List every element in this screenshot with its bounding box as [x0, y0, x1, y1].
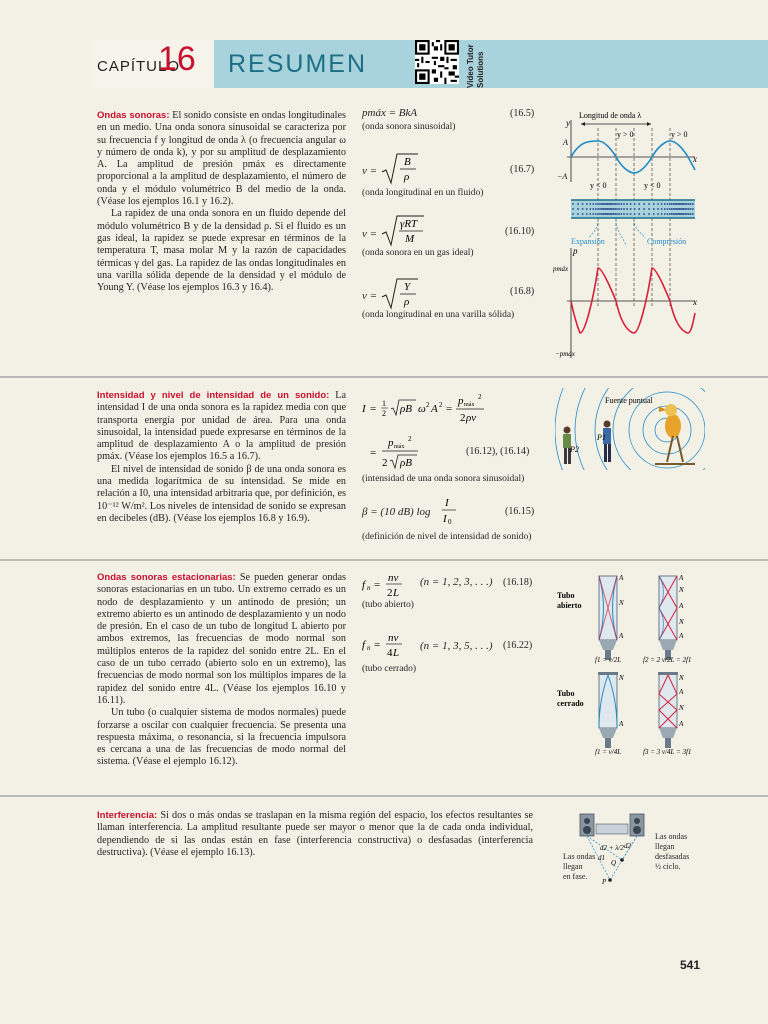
- in-phase-label: Las ondas llegan en fase.: [563, 852, 596, 881]
- equation-number: (16.8): [510, 286, 535, 297]
- equation-caption: (onda longitudinal en una varilla sólida): [362, 310, 515, 320]
- svg-text:f3 = 3 v/4L = 3f1: f3 = 3 v/4L = 3f1: [643, 748, 692, 756]
- section-title: RESUMEN: [228, 50, 368, 78]
- svg-text:f1 = v/4L: f1 = v/4L: [595, 748, 622, 756]
- svg-text:P: P: [602, 878, 607, 886]
- svg-text:A: A: [679, 688, 684, 696]
- svg-text:nv: nv: [388, 632, 399, 644]
- svg-text:Compresión: Compresión: [647, 237, 687, 246]
- intensity-text: Intensidad y nivel de intensidad de un sonido: La intensidad I de una onda sonora es la rapidez media con que transporta energía por unidad de área. Para una onda sinusoidal, la intensidad puede expresarse en términos de la amplitud de desplazamiento A o la amplitud de presión pmáx. (Véase los ejemplos 16.5 a 16.7). El nivel de intensidad de sonido β de una onda sonora es una medida logarítmica de su intensidad. Se mide en relación a I0, una intensidad arbitraria que, por definición, es 10⁻¹² W/m². Los niveles de intensidad de sonido se expresan en decibeles (dB). (Véase los ejemplos 16.8 y 16.9).: [97, 390, 347, 524]
- equation-sqrt-rod: [380, 277, 420, 311]
- svg-text:2: 2: [439, 401, 443, 409]
- equation-number: (16.18): [503, 577, 533, 588]
- svg-text:I: I: [362, 403, 366, 415]
- svg-text:−pmáx: −pmáx: [555, 350, 575, 358]
- svg-text:x: x: [693, 154, 697, 164]
- svg-text:ρ: ρ: [404, 296, 410, 308]
- sound-waves-text: Ondas sonoras: El sonido consiste en ondas longitudinales en un medio. Una onda sonora sinusoidal se caracteriza por su frecuencia f y longitud de onda λ (o frecuencia angular ω y número de onda k), y por su amplitud de desplazamiento A. La amplitud de presión pmáx es directamente proporcional a la amplitud de desplazamiento, el número de onda y el módulo volumétrico B del medio de la onda. (Véase los ejemplos 16.1 y 16.2). La rapidez de una onda sonora en un fluido depende del módulo volumétrico B y de la densidad ρ. Si el fluido es un gas ideal, la rapidez se puede expresar en términos de la temperatura T, masa molar M y la razón de capacidades térmicas γ del gas. La rapidez de las ondas longitudinales en una varilla sólida depende de la densidad y el módulo de Young Y. (Véase los ejemplos 16.3 y 16.4).: [97, 110, 347, 294]
- equation-lhs: v =: [362, 228, 378, 240]
- term-intensity: Intensidad y nivel de intensidad de un sonido:: [97, 390, 330, 401]
- svg-text:N: N: [619, 674, 624, 682]
- section-divider: [0, 795, 768, 797]
- svg-text:y < 0: y < 0: [644, 181, 661, 190]
- svg-text:d2: d2: [624, 842, 631, 850]
- term-standing-waves: Ondas sonoras estacionarias:: [97, 572, 236, 583]
- svg-text:abierto: abierto: [557, 601, 582, 610]
- equation-lhs: v =: [362, 165, 378, 177]
- svg-text:A: A: [619, 574, 624, 582]
- equation-caption: (onda sonora sinusoidal): [362, 122, 456, 132]
- svg-text:2: 2: [426, 401, 430, 409]
- equation-intensity: [360, 390, 560, 470]
- equation-fn-open: [360, 570, 420, 604]
- mode-range-closed: (n = 1, 3, 5, . . .): [420, 640, 493, 652]
- equation-number: (16.15): [505, 506, 535, 517]
- svg-text:2: 2: [478, 393, 482, 401]
- svg-text:2: 2: [408, 435, 412, 443]
- svg-text:ρ: ρ: [404, 171, 410, 183]
- svg-text:ω: ω: [418, 403, 426, 415]
- svg-text:N: N: [619, 599, 624, 607]
- section-divider: [0, 376, 768, 378]
- svg-text:N: N: [679, 704, 684, 712]
- svg-text:A: A: [679, 602, 684, 610]
- section-divider: [0, 559, 768, 561]
- speaker-icon: [630, 814, 644, 836]
- closed-pipe-fundamental: [595, 672, 624, 756]
- svg-text:P2: P2: [570, 445, 579, 454]
- equation-caption: (tubo abierto): [362, 600, 414, 610]
- svg-text:máx: máx: [464, 402, 475, 408]
- svg-text:=: =: [374, 639, 381, 651]
- term-interference: Interferencia:: [97, 810, 158, 821]
- svg-text:Expansión: Expansión: [571, 237, 605, 246]
- svg-text:Fuente puntual: Fuente puntual: [605, 396, 653, 405]
- svg-text:y < 0: y < 0: [590, 181, 607, 190]
- open-pipe-second-harmonic: [643, 574, 691, 664]
- svg-text:n: n: [367, 644, 371, 652]
- svg-text:=: =: [374, 579, 381, 591]
- svg-text:Y: Y: [404, 281, 411, 293]
- chapter-label: CAPÍTULO: [97, 58, 181, 75]
- speaker-icon: [580, 814, 594, 836]
- svg-text:=: =: [370, 447, 377, 459]
- svg-text:2: 2: [382, 457, 388, 469]
- svg-text:A: A: [431, 403, 438, 415]
- svg-text:2: 2: [460, 412, 466, 424]
- svg-text:=: =: [446, 403, 453, 415]
- chapter-number: 16: [158, 40, 196, 78]
- video-tutor-label: Video Tutor Solutions: [466, 44, 485, 88]
- svg-text:A: A: [619, 720, 624, 728]
- svg-text:−A: −A: [557, 172, 568, 181]
- svg-text:d2 + λ/2: d2 + λ/2: [600, 844, 624, 852]
- svg-text:0: 0: [448, 518, 452, 526]
- pipe-modes-figure: [555, 570, 705, 760]
- svg-text:máx: máx: [394, 444, 405, 450]
- svg-text:nv: nv: [388, 572, 399, 584]
- svg-text:y > 0: y > 0: [617, 130, 634, 139]
- equation-caption: (definición de nivel de intensidad de sonido): [362, 532, 532, 542]
- svg-text:1: 1: [382, 399, 386, 408]
- svg-text:A: A: [619, 632, 624, 640]
- svg-text:ρv: ρv: [466, 412, 477, 424]
- svg-text:Tubo: Tubo: [557, 689, 575, 698]
- svg-text:N: N: [679, 618, 684, 626]
- svg-text:N: N: [679, 586, 684, 594]
- sound-wave-figure: [553, 108, 703, 364]
- point-source-figure: [555, 388, 705, 470]
- svg-text:I: I: [443, 513, 447, 525]
- equation-caption: (intensidad de una onda sonora sinusoidal): [362, 474, 525, 484]
- equation-caption: (onda sonora en un gas ideal): [362, 248, 474, 258]
- svg-text:M: M: [405, 233, 415, 245]
- svg-text:B: B: [404, 156, 411, 168]
- open-pipe-fundamental: [595, 574, 624, 664]
- equation-sqrt-gas: [380, 214, 426, 248]
- equation-lhs: β = (10 dB) log: [362, 506, 431, 518]
- svg-text:Longitud de onda λ: Longitud de onda λ: [579, 111, 642, 120]
- svg-text:N: N: [679, 674, 684, 682]
- svg-text:cerrado: cerrado: [557, 699, 584, 708]
- standing-waves-text: Ondas sonoras estacionarias: Se pueden generar ondas sonoras estacionarias en un tubo. Un extremo cerrado es un nodo de desplazamiento y un antinodo de presión; un extremo abierto es un antinodo de desplazamiento y un nodo de presión. En el caso de un tubo de longitud L abierto por ambos extremos, las frecuencias de modo normal son múltiplos enteros de la rapidez del sonido entre 2L. En el caso de un tubo cerrado (abierto solo en un extremo), las frecuencias de modo normal son los múltiplos impares de la rapidez del sonido entre 4L. (Véase los ejemplos 16.10 y 16.11). Un tubo (o cualquier sistema de modos normales) puede forzarse a oscilar con cualquier frecuencia. Se presenta una respuesta máxima, o resonancia, si la frecuencia impulsora es cercana a una de las frecuencias de modo normal del sistema. (Véase el ejemplo 16.12).: [97, 572, 346, 768]
- qr-code-icon[interactable]: [415, 40, 459, 84]
- svg-text:d1: d1: [598, 854, 605, 862]
- svg-text:ρB: ρB: [400, 403, 412, 415]
- svg-text:P1: P1: [597, 433, 606, 442]
- svg-text:p: p: [573, 246, 578, 256]
- term-sound-waves: Ondas sonoras:: [97, 110, 170, 121]
- svg-text:Tubo: Tubo: [557, 591, 575, 600]
- svg-text:p: p: [388, 437, 394, 449]
- equation-lhs: v =: [362, 290, 378, 302]
- svg-text:L: L: [393, 587, 400, 599]
- svg-text:pmáx: pmáx: [553, 265, 569, 273]
- closed-pipe-third-harmonic: [643, 672, 691, 756]
- svg-text:I: I: [445, 497, 449, 509]
- svg-text:y > 0: y > 0: [671, 130, 688, 139]
- equation-number: (16.7): [510, 164, 535, 175]
- equation-number: (16.22): [503, 640, 533, 651]
- equation-caption: (tubo cerrado): [362, 664, 417, 674]
- svg-text:A: A: [679, 720, 684, 728]
- svg-text:f1 = v/2L: f1 = v/2L: [595, 656, 622, 664]
- svg-text:A: A: [679, 574, 684, 582]
- svg-text:A: A: [563, 138, 568, 147]
- equation-sqrt-fluid: [380, 152, 420, 186]
- mode-range-open: (n = 1, 2, 3, . . .): [420, 576, 493, 588]
- svg-text:f2 = 2 v/2L = 2f1: f2 = 2 v/2L = 2f1: [643, 656, 692, 664]
- interference-text: Interferencia: Si dos o más ondas se traslapan en la misma región del espacio, los efectos resultantes se llaman interferencia. La amplitud resultante puede ser mayor o menor que la de cada onda individual, dependiendo de si las ondas están en fase (interferencia constructiva) o desfasadas (interferencia destructiva). (Véase el ejemplo 16.13).: [97, 810, 533, 858]
- svg-text:n: n: [367, 584, 371, 592]
- svg-text:L: L: [393, 647, 400, 659]
- equation-number: (16.5): [510, 108, 535, 119]
- svg-text:=: =: [370, 403, 377, 415]
- equation-caption: (onda longitudinal en un fluido): [362, 188, 484, 198]
- svg-text:f: f: [362, 579, 366, 591]
- svg-text:4: 4: [387, 647, 393, 659]
- equation-fraction-I-I0: [440, 494, 460, 528]
- svg-text:p: p: [458, 395, 464, 407]
- svg-text:ρB: ρB: [400, 457, 412, 469]
- svg-text:2: 2: [387, 587, 393, 599]
- svg-text:y: y: [566, 118, 570, 128]
- equation-number: (16.10): [505, 226, 535, 237]
- bird-icon: [655, 404, 695, 464]
- out-of-phase-label: Las ondas llegan desfasadas ½ ciclo.: [655, 832, 690, 871]
- svg-text:Q: Q: [611, 859, 617, 867]
- svg-text:x: x: [693, 297, 697, 307]
- page-number: 541: [680, 958, 701, 972]
- svg-text:A: A: [679, 632, 684, 640]
- svg-text:γRT: γRT: [400, 218, 418, 230]
- svg-text:2: 2: [382, 409, 386, 418]
- equation-pmax: pmáx = BkA: [362, 107, 418, 119]
- equation-number: (16.12), (16.14): [466, 446, 530, 457]
- page-header: [0, 0, 768, 88]
- svg-text:f: f: [362, 639, 366, 651]
- equation-fn-closed: [360, 630, 420, 664]
